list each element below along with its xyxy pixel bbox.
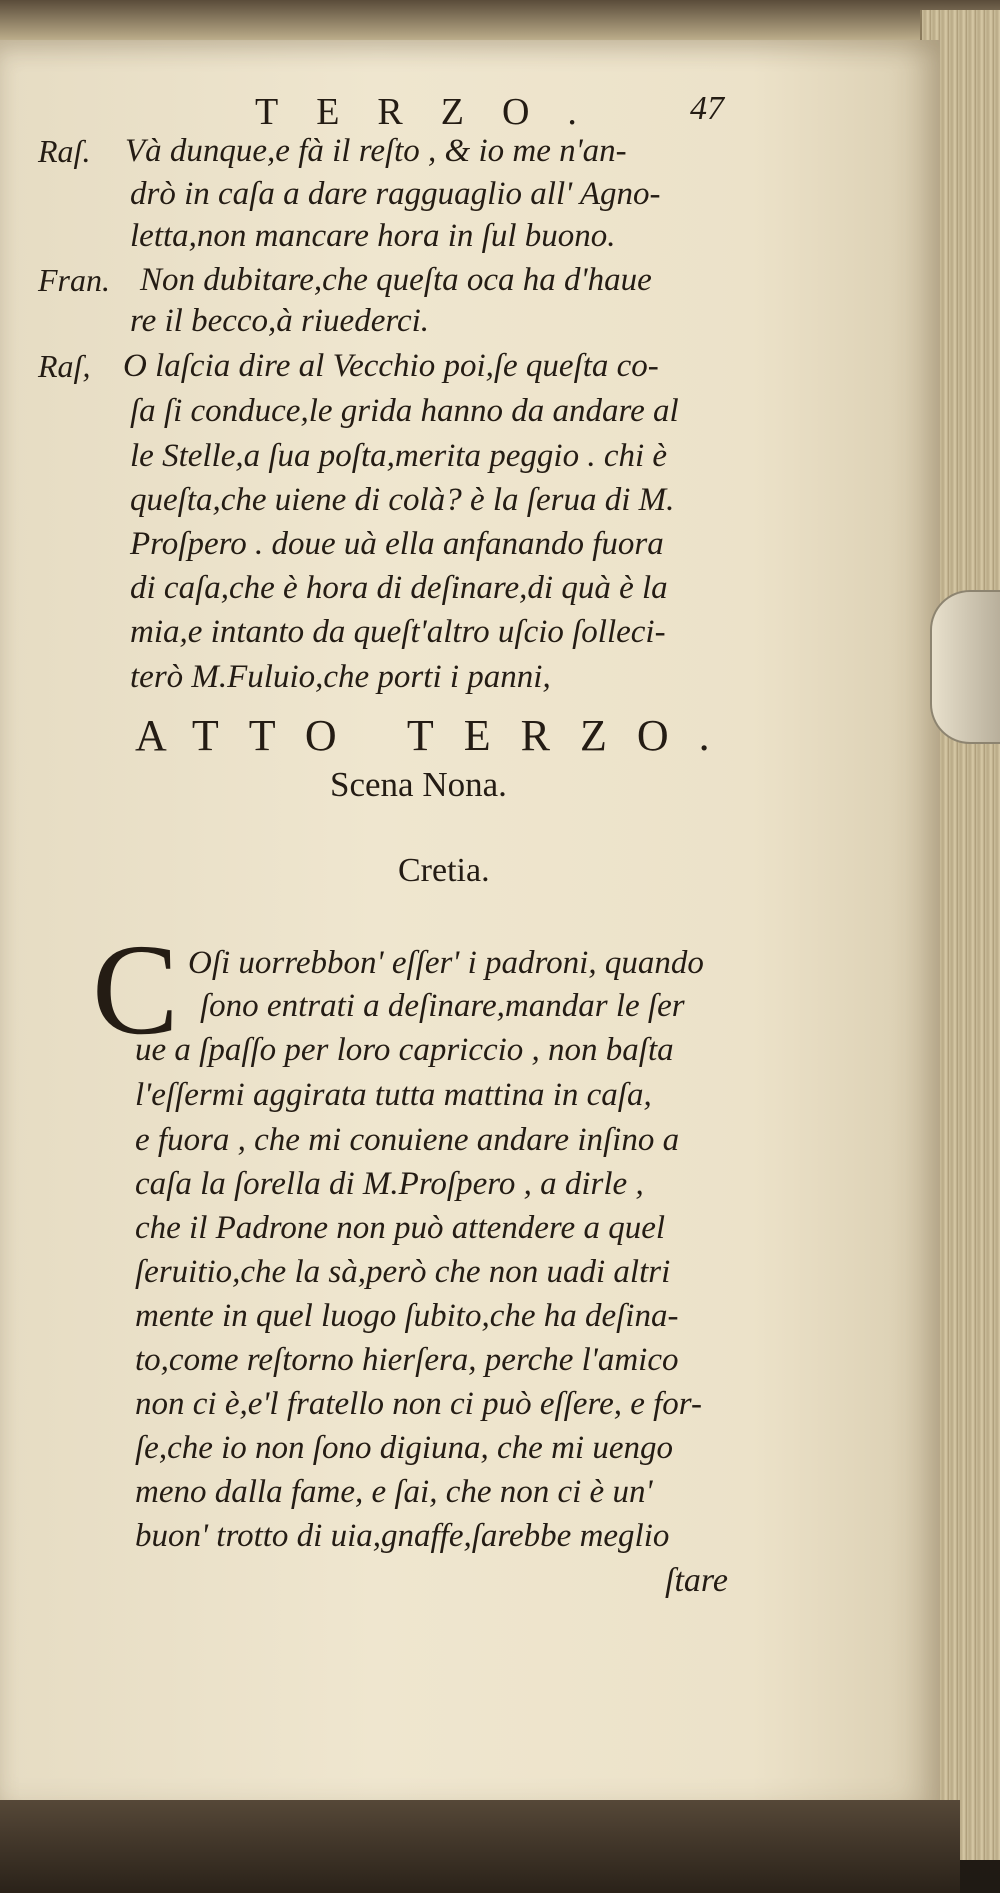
dialogue-line: O laſcia dire al Vecchio poi,ſe queſta co-: [123, 348, 659, 384]
drop-cap: C: [92, 918, 179, 1062]
monologue-line: l'eſſermi aggirata tutta mattina in caſa,: [135, 1077, 652, 1113]
character-name: Cretia.: [398, 852, 490, 889]
dialogue-line: queſta,che uiene di colà? è la ſerua di M.: [130, 482, 675, 518]
monologue-line: buon' trotto di uia,gnaffe,ſarebbe meglio: [135, 1518, 670, 1554]
dialogue-line: re il becco,à riuederci.: [130, 303, 430, 339]
dialogue-line: le Stelle,a ſua poſta,merita peggio . chi è: [130, 438, 668, 474]
dialogue-line: Và dunque,e fà il reſto , & io me n'an-: [125, 133, 627, 169]
running-title: TERZO.: [255, 91, 615, 133]
page-tab: [930, 590, 1000, 744]
dialogue-line: ſa ſi conduce,le grida hanno da andare al: [130, 393, 679, 429]
monologue-line: che il Padrone non può attendere a quel: [135, 1210, 666, 1246]
speaker-label: Raſ.: [38, 133, 91, 169]
monologue-line: ſono entrati a deſinare,mandar le ſer: [200, 988, 685, 1024]
speaker-label: Fran.: [38, 262, 110, 298]
book-bottom-edge: [0, 1800, 960, 1893]
monologue-line: ſeruitio,che la sà,però che non uadi altri: [135, 1254, 671, 1290]
monologue-line: Oſi uorrebbon' eſſer' i padroni, quando: [188, 945, 704, 981]
dialogue-line: di caſa,che è hora di deſinare,di quà è la: [130, 570, 668, 606]
dialogue-line: Proſpero . doue uà ella anfanando fuora: [130, 526, 664, 562]
monologue-line: ue a ſpaſſo per loro capriccio , non baſta: [135, 1032, 674, 1068]
dialogue-line: drò in caſa a dare ragguaglio all' Agno-: [130, 176, 661, 212]
dialogue-line: terò M.Fuluio,che porti i panni,: [130, 659, 551, 695]
monologue-line: caſa la ſorella di M.Proſpero , a dirle ,: [135, 1166, 644, 1202]
speaker-label: Raſ,: [38, 348, 91, 384]
dialogue-line: Non dubitare,che queſta oca ha d'haue: [140, 262, 652, 298]
monologue-line: to,come reſtorno hierſera, perche l'amico: [135, 1342, 679, 1378]
dialogue-line: mia,e intanto da queſt'altro uſcio ſolleci-: [130, 614, 666, 650]
page-number: 47: [690, 90, 724, 127]
catchword: ſtare: [665, 1562, 728, 1599]
monologue-line: non ci è,e'l fratello non ci può eſſere, e for-: [135, 1386, 702, 1422]
monologue-line: e fuora , che mi conuiene andare inſino a: [135, 1122, 680, 1158]
monologue-line: ſe,che io non ſono digiuna, che mi uengo: [135, 1430, 673, 1466]
monologue-line: meno dalla fame, e ſai, che non ci è un': [135, 1474, 653, 1510]
monologue-line: mente in quel luogo ſubito,che ha deſina-: [135, 1298, 679, 1334]
dialogue-line: letta,non mancare hora in ſul buono.: [130, 218, 616, 254]
scene-heading: Scena Nona.: [330, 765, 507, 804]
act-heading: ATTO TERZO.: [135, 711, 740, 760]
